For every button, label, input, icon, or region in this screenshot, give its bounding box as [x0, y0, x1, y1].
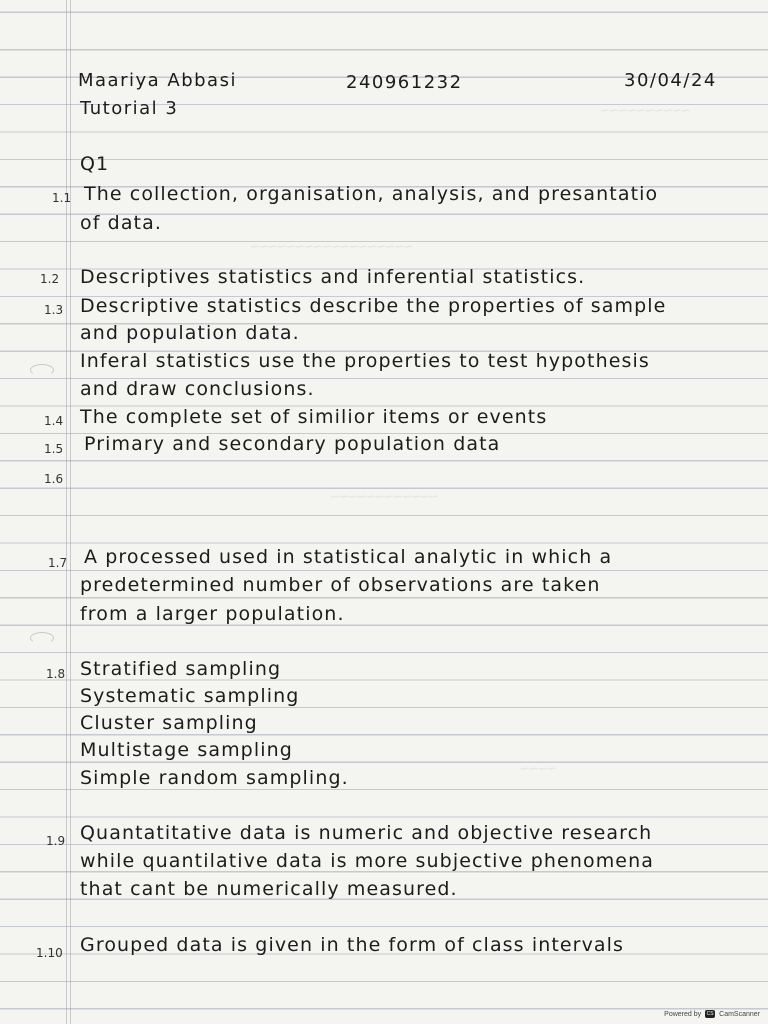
answer-line: Descriptives statistics and inferential statistics. — [80, 266, 586, 288]
answer-line: Primary and secondary population data — [84, 433, 501, 455]
show-through-text: ~~~~~~~~~~ — [600, 102, 691, 120]
answer-line: and draw conclusions. — [80, 378, 315, 400]
answer-line: of data. — [80, 212, 162, 234]
author-name: Maariya Abbasi — [78, 70, 237, 91]
answer-number: 1.1 — [52, 191, 72, 205]
answer-number: 1.4 — [44, 414, 64, 428]
answer-line: Stratified sampling — [80, 658, 282, 680]
answer-line: The complete set of similior items or events — [80, 406, 548, 428]
answer-line: Grouped data is given in the form of class intervals — [80, 934, 625, 956]
show-through-text: ~~~~~~~~~~~~~~~~~~ — [250, 238, 413, 256]
answer-number: 1.9 — [46, 834, 66, 848]
camscanner-watermark — [664, 1010, 760, 1018]
answer-line: Simple random sampling. — [80, 767, 349, 789]
margin-line — [70, 0, 71, 1024]
answer-line: Descriptive statistics describe the properties of sample — [80, 295, 667, 317]
answer-number: 1.7 — [48, 556, 68, 570]
student-id: 240961232 — [346, 72, 463, 93]
show-through-text: ~~~~ — [520, 760, 557, 778]
answer-line: Quantatitative data is numeric and objective research — [80, 822, 653, 844]
answer-number: 1.5 — [44, 442, 64, 456]
margin-line — [66, 0, 67, 1024]
answer-line: Cluster sampling — [80, 712, 258, 734]
binder-hole-mark — [30, 632, 54, 644]
answer-line: and population data. — [80, 322, 300, 344]
binder-hole-mark — [30, 364, 54, 376]
answer-line: Multistage sampling — [80, 739, 293, 761]
show-through-text: ~~~~~~~~~~~~ — [330, 488, 439, 506]
answer-line: The collection, organisation, analysis, and presantatio — [84, 183, 659, 205]
answer-number: 1.8 — [46, 667, 66, 681]
page-title: Tutorial 3 — [80, 98, 179, 119]
answer-number: 1.2 — [40, 272, 60, 286]
answer-line: Systematic sampling — [80, 685, 300, 707]
answer-number: 1.10 — [36, 946, 63, 960]
date: 30/04/24 — [624, 70, 717, 91]
question-label: Q1 — [80, 153, 110, 175]
camscanner-logo-icon: CS — [706, 1011, 714, 1017]
answer-line: A processed used in statistical analytic in which a — [84, 546, 613, 568]
answer-line: that cant be numerically measured. — [80, 878, 458, 900]
powered-by-label: Powered by — [664, 1010, 702, 1018]
app-name: CamScanner — [719, 1010, 760, 1018]
answer-number: 1.6 — [44, 472, 64, 486]
answer-number: 1.3 — [44, 303, 64, 317]
answer-line: from a larger population. — [80, 603, 345, 625]
answer-line: Inferal statistics use the properties to test hypothesis — [80, 350, 650, 372]
answer-line: predetermined number of observations are taken — [80, 574, 601, 596]
answer-line: while quantilative data is more subjective phenomena — [80, 850, 654, 872]
